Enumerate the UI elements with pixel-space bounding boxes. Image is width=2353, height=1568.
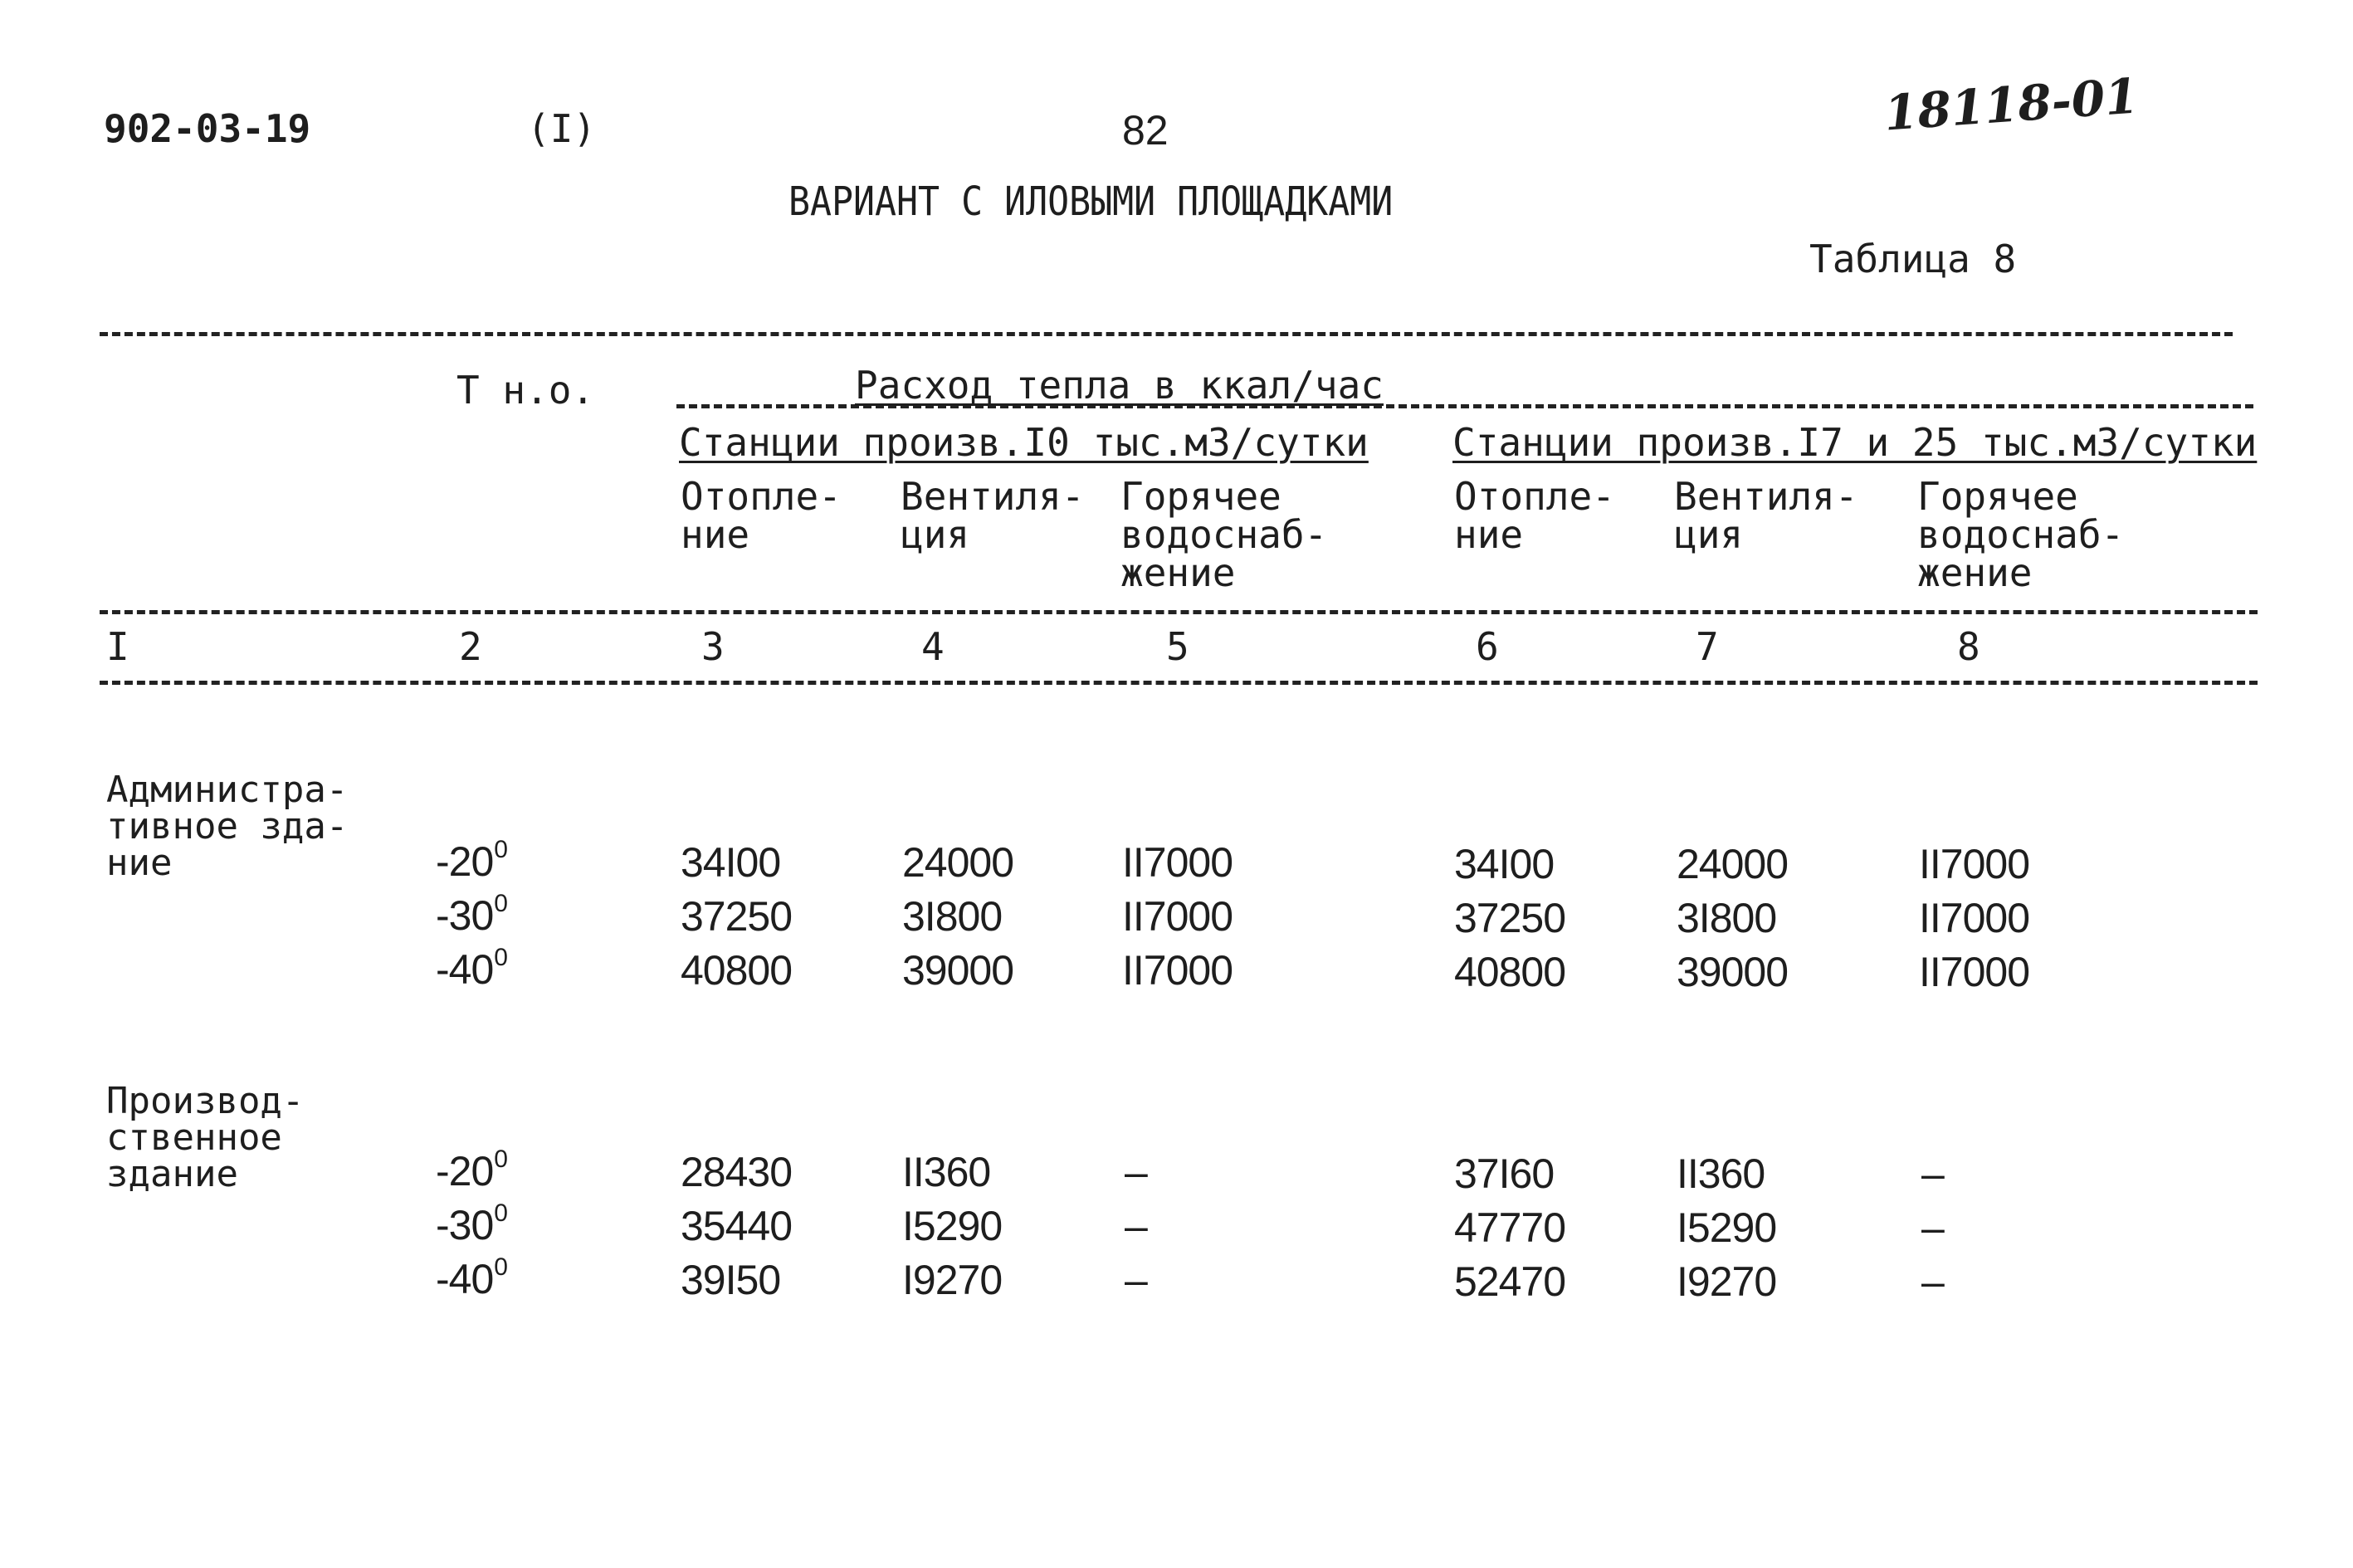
table-cell: 39000 (1677, 949, 1789, 995)
table-cell: – (1921, 1204, 1944, 1251)
column-numbers-rule (100, 681, 2258, 685)
table-cell: II7000 (1122, 839, 1233, 886)
column-number: I (106, 624, 129, 669)
column-header-heating-b: Отопле- ние (1454, 474, 1615, 557)
column-number: 6 (1476, 624, 1499, 669)
table-cell: 37250 (681, 893, 793, 940)
table-cell: – (1125, 1257, 1147, 1303)
table-cell: 40800 (1454, 949, 1566, 995)
table-cell: II7000 (1122, 893, 1233, 940)
column-header-hot-water-b: Горячее водоснаб- жение (1917, 474, 2125, 595)
document-code: 902-03-19 (104, 106, 311, 151)
column-number: 3 (701, 624, 725, 669)
column-number: 4 (921, 624, 945, 669)
table-cell: 37250 (1454, 895, 1566, 941)
table-top-rule (100, 332, 2233, 336)
table-cell: 24000 (1677, 841, 1789, 887)
table-cell: 3I800 (902, 893, 1003, 940)
header-bottom-rule (100, 610, 2258, 614)
table-cell: – (1125, 1149, 1147, 1195)
table-cell: I5290 (902, 1203, 1003, 1249)
column-number: 7 (1696, 624, 1719, 669)
table-cell: II360 (1677, 1150, 1765, 1197)
temperature-column-header: Т н.о. (456, 368, 595, 413)
temperature-cell: $-40^0$ (436, 1253, 507, 1302)
table-cell: 28430 (681, 1149, 793, 1195)
column-header-hot-water-a: Горячее водоснаб- жение (1120, 474, 1328, 595)
table-cell: – (1921, 1150, 1944, 1197)
table-cell: II7000 (1919, 949, 2030, 995)
table-cell: I9270 (1677, 1258, 1777, 1305)
table-cell: 52470 (1454, 1258, 1566, 1305)
inventory-number: 18118-01 (1882, 67, 2141, 142)
table-cell: I9270 (902, 1257, 1003, 1303)
temperature-cell: $-30^0$ (436, 1199, 507, 1248)
temperature-cell: $-20^0$ (436, 836, 507, 885)
table-cell: 37I60 (1454, 1150, 1555, 1197)
table-cell: 35440 (681, 1203, 793, 1249)
table-cell: I5290 (1677, 1204, 1777, 1251)
table-cell: 39000 (902, 947, 1014, 994)
temperature-cell: $-20^0$ (436, 1145, 507, 1194)
table-cell: 34I00 (681, 839, 781, 886)
page-title: ВАРИАНТ С ИЛОВЫМИ ПЛОЩАДКАМИ (788, 178, 1394, 225)
temperature-cell: $-30^0$ (436, 890, 507, 939)
column-header-heating-a: Отопле- ние (681, 474, 842, 557)
column-header-ventilation-b: Вентиля- ция (1674, 474, 1858, 557)
table-cell: II360 (902, 1149, 991, 1195)
column-number: 5 (1166, 624, 1189, 669)
column-number: 8 (1957, 624, 1980, 669)
heat-consumption-header: Расход тепла в ккал/час (855, 363, 1384, 408)
section-label-administrative: Администра- тивное зда- ние (106, 769, 349, 884)
table-cell: 34I00 (1454, 841, 1555, 887)
table-cell: 24000 (902, 839, 1014, 886)
part-number: (I) (527, 106, 597, 151)
temperature-cell: $-40^0$ (436, 944, 507, 993)
table-cell: 39I50 (681, 1257, 781, 1303)
table-cell: – (1125, 1203, 1147, 1249)
station-17-25-header: Станции произв.I7 и 25 тыс.м3/сутки (1452, 420, 2258, 465)
table-label: Таблица 8 (1809, 237, 2017, 281)
station-10-header: Станции произв.I0 тыс.м3/сутки (679, 420, 1369, 465)
section-label-production: Производ- ственное здание (106, 1080, 305, 1195)
column-header-ventilation-a: Вентиля- ция (901, 474, 1085, 557)
page-number: 82 (1122, 107, 1169, 154)
column-number: 2 (459, 624, 482, 669)
table-cell: 47770 (1454, 1204, 1566, 1251)
table-cell: 3I800 (1677, 895, 1777, 941)
table-cell: – (1921, 1258, 1944, 1305)
table-cell: II7000 (1919, 895, 2030, 941)
table-cell: 40800 (681, 947, 793, 994)
table-cell: II7000 (1919, 841, 2030, 887)
table-cell: II7000 (1122, 947, 1233, 994)
